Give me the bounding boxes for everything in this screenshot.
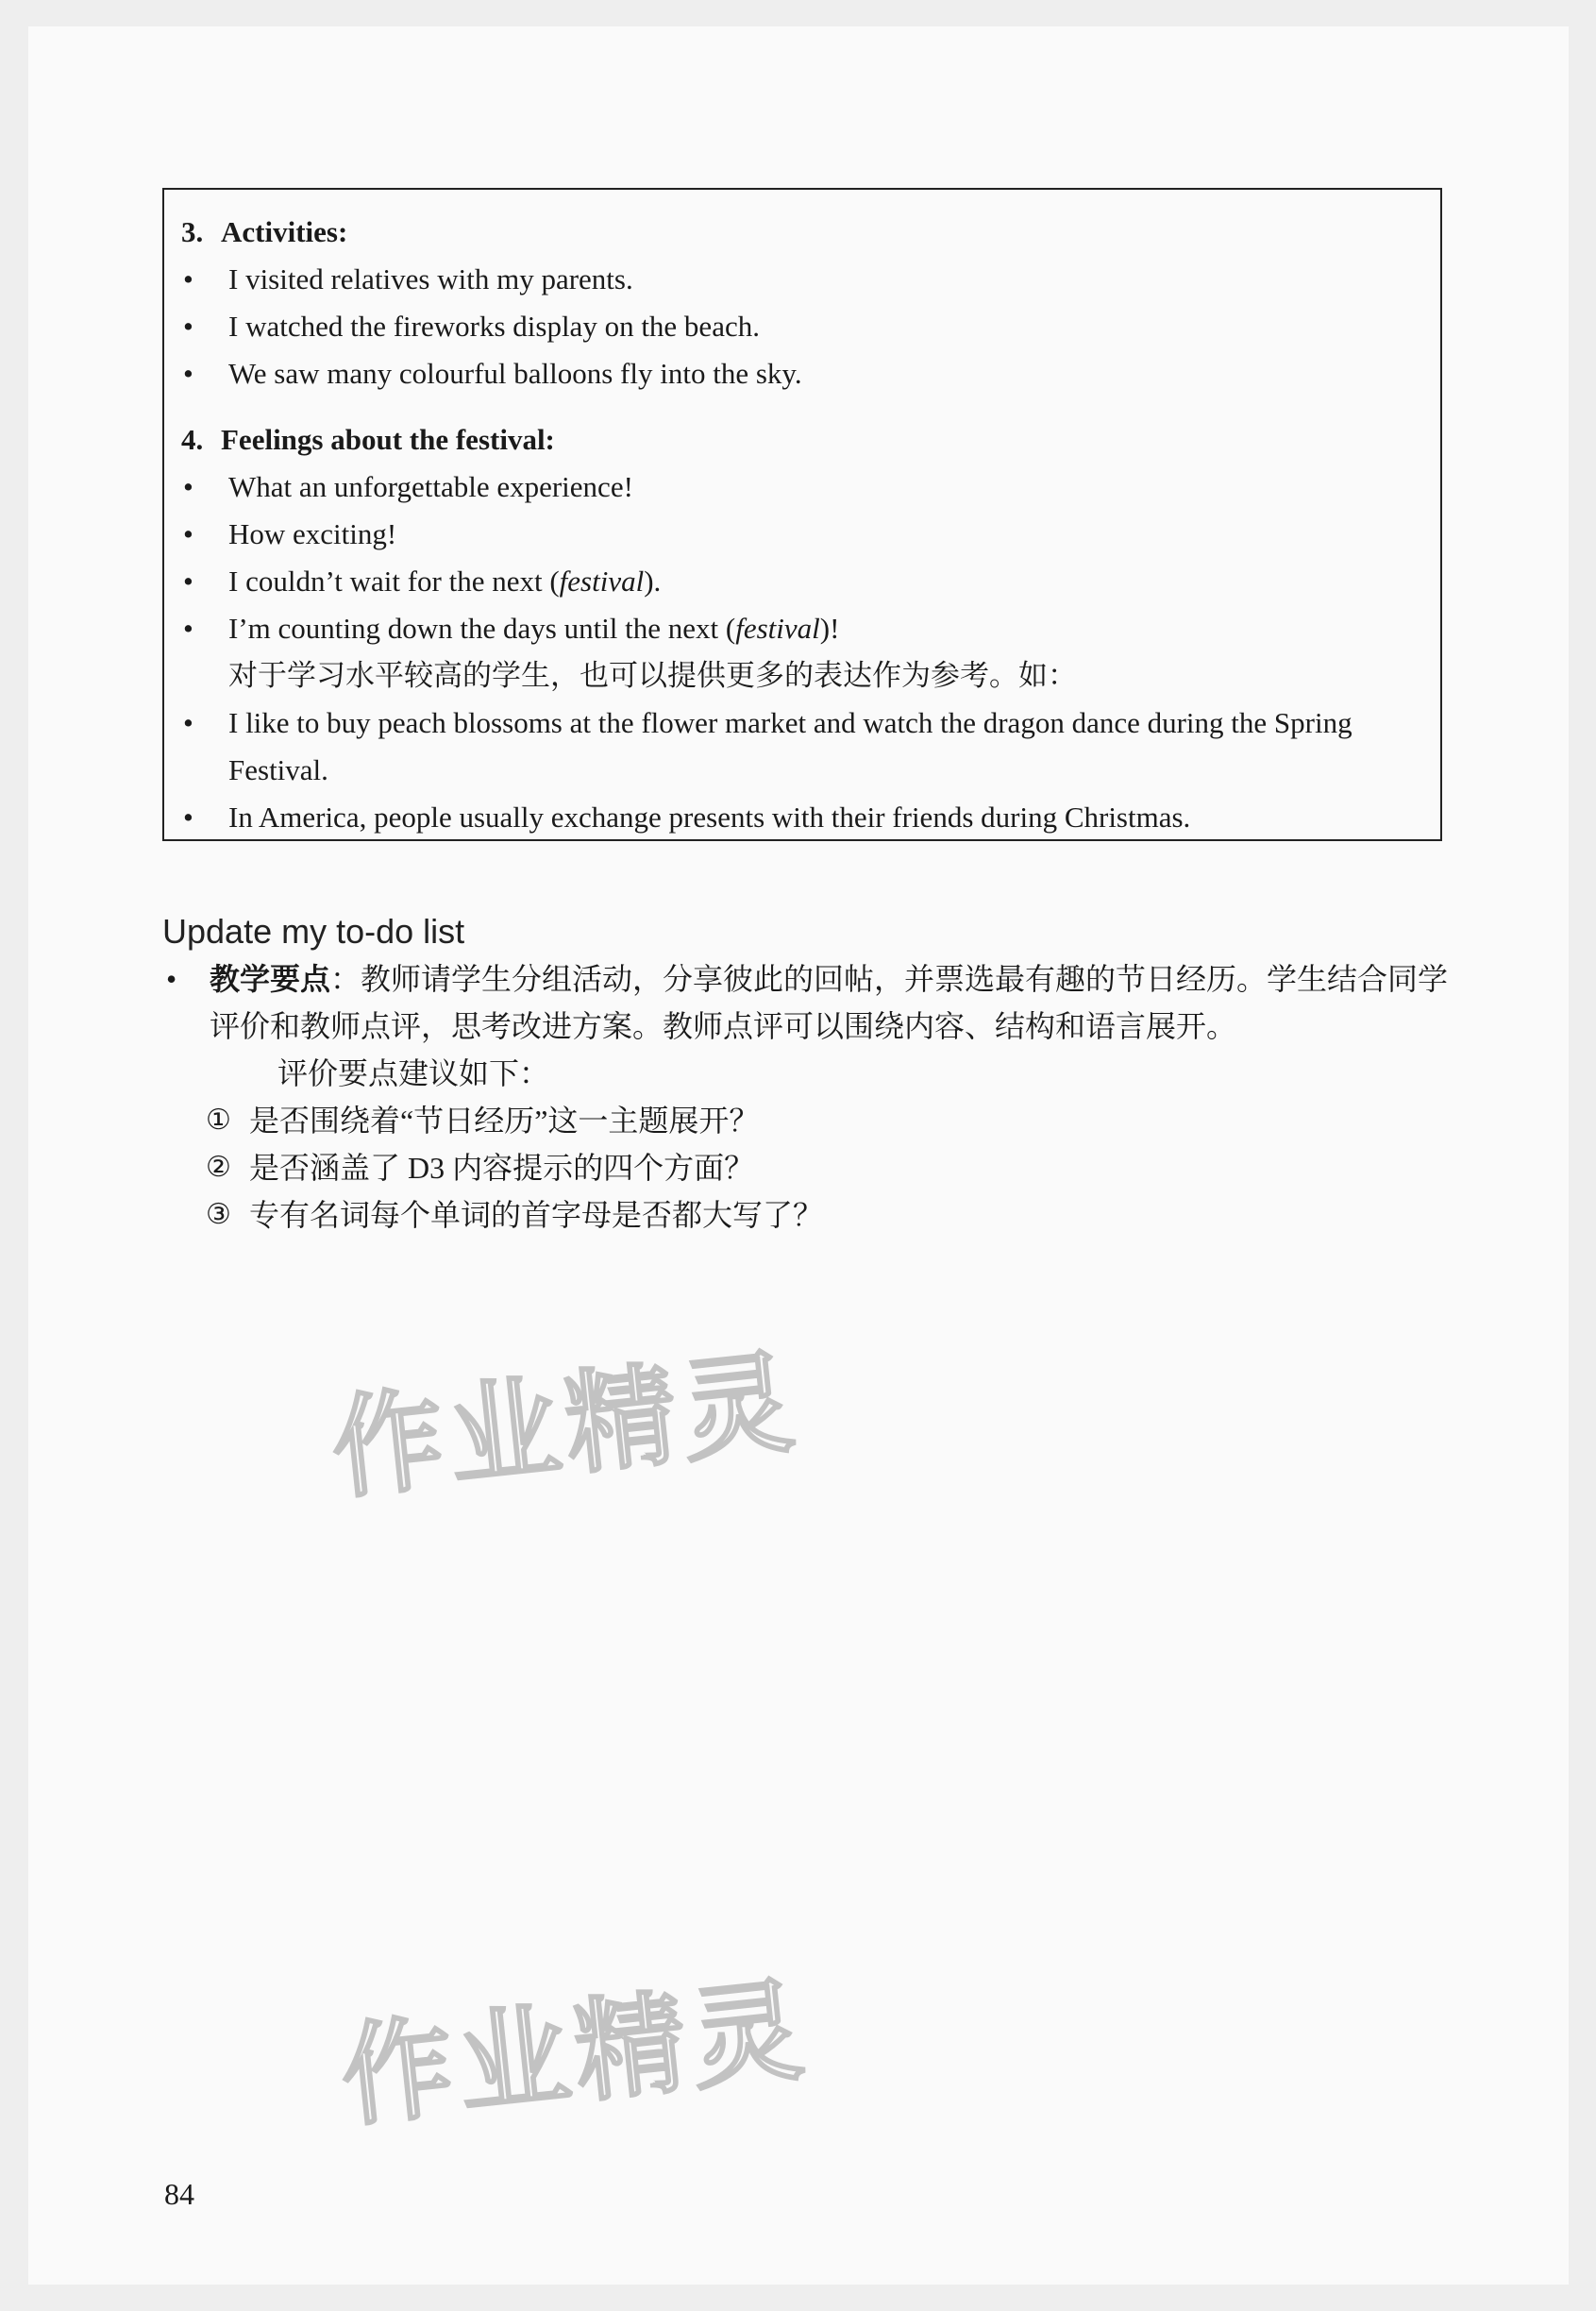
list-item bbox=[162, 955, 1455, 1050]
page-number: 84 bbox=[164, 2177, 194, 2211]
list-item bbox=[181, 794, 1423, 841]
bullet: • bbox=[183, 310, 193, 343]
extra-expression: I like to buy peach blossoms at the flower market and watch the dragon dance during the Spring Festival. bbox=[228, 706, 1352, 786]
festival-italic: festival bbox=[559, 565, 645, 598]
activity-text: I watched the fireworks display on the beach. bbox=[228, 310, 760, 343]
section-3-title: Activities: bbox=[221, 215, 348, 248]
evaluation-text: 是否涵盖了 D3 内容提示的四个方面？ bbox=[249, 1151, 755, 1185]
section-3-number: 3. bbox=[181, 215, 204, 248]
bullet: • bbox=[183, 357, 193, 390]
section-3-heading bbox=[181, 209, 1423, 256]
teacher-note: 对于学习水平较高的学生，也可以提供更多的表达作为参考。如： bbox=[228, 659, 1077, 692]
bullet: • bbox=[183, 706, 193, 739]
evaluation-point bbox=[162, 1097, 1455, 1144]
section-4-number: 4. bbox=[181, 423, 204, 456]
section-4-heading bbox=[181, 416, 1423, 464]
evaluation-text: 是否围绕着“节日经历”这一主题展开？ bbox=[249, 1104, 760, 1138]
teaching-text: 教学要点：教师请学生分组活动，分享彼此的回帖，并票选最有趣的节日经历。学生结合同学评价和教师点评，思考改进方案。教师点评可以围绕内容、结构和语言展开。 bbox=[210, 962, 1449, 1043]
activity-text: I visited relatives with my parents. bbox=[228, 262, 633, 295]
feeling-text: How exciting! bbox=[228, 517, 397, 550]
bullet: • bbox=[183, 612, 193, 645]
bullet: • bbox=[183, 517, 193, 550]
list-item bbox=[181, 558, 1423, 605]
circled-number: ③ bbox=[206, 1198, 231, 1231]
section-4-title: Feelings about the festival: bbox=[221, 423, 555, 456]
watermark: 作业精灵 bbox=[335, 1964, 815, 2143]
evaluation-intro: 评价要点建议如下： bbox=[277, 1056, 550, 1090]
festival-italic: festival bbox=[735, 612, 820, 645]
evaluation-point bbox=[162, 1144, 1455, 1191]
list-item bbox=[181, 464, 1423, 511]
list-item bbox=[181, 700, 1423, 794]
bullet: • bbox=[183, 262, 193, 295]
watermark: 作业精灵 bbox=[326, 1336, 805, 1515]
bullet: • bbox=[183, 470, 193, 503]
bullet: • bbox=[166, 962, 177, 996]
list-item bbox=[181, 511, 1423, 558]
bullet: • bbox=[183, 565, 193, 598]
section-title: Update my to-do list bbox=[162, 912, 465, 951]
feeling-text: What an unforgettable experience! bbox=[228, 470, 633, 503]
content-box bbox=[162, 188, 1442, 841]
circled-number: ② bbox=[206, 1151, 231, 1184]
feeling-text: I couldn’t wait for the next (festival). bbox=[228, 565, 662, 598]
activity-text: We saw many colourful balloons fly into the sky. bbox=[228, 357, 802, 390]
evaluation-point bbox=[162, 1191, 1455, 1239]
evaluation-text: 专有名词每个单词的首字母是否都大写了？ bbox=[249, 1198, 824, 1232]
teaching-points bbox=[162, 955, 1455, 1239]
list-item bbox=[181, 303, 1423, 350]
circled-number: ① bbox=[206, 1104, 231, 1137]
list-item bbox=[181, 256, 1423, 303]
bullet: • bbox=[183, 801, 193, 834]
list-item bbox=[181, 350, 1423, 397]
feeling-text: I’m counting down the days until the next (festival)! bbox=[228, 612, 840, 645]
extra-expression: In America, people usually exchange presents with their friends during Christmas. bbox=[228, 801, 1191, 834]
teaching-label: 教学要点 bbox=[210, 962, 331, 996]
list-item bbox=[181, 605, 1423, 652]
